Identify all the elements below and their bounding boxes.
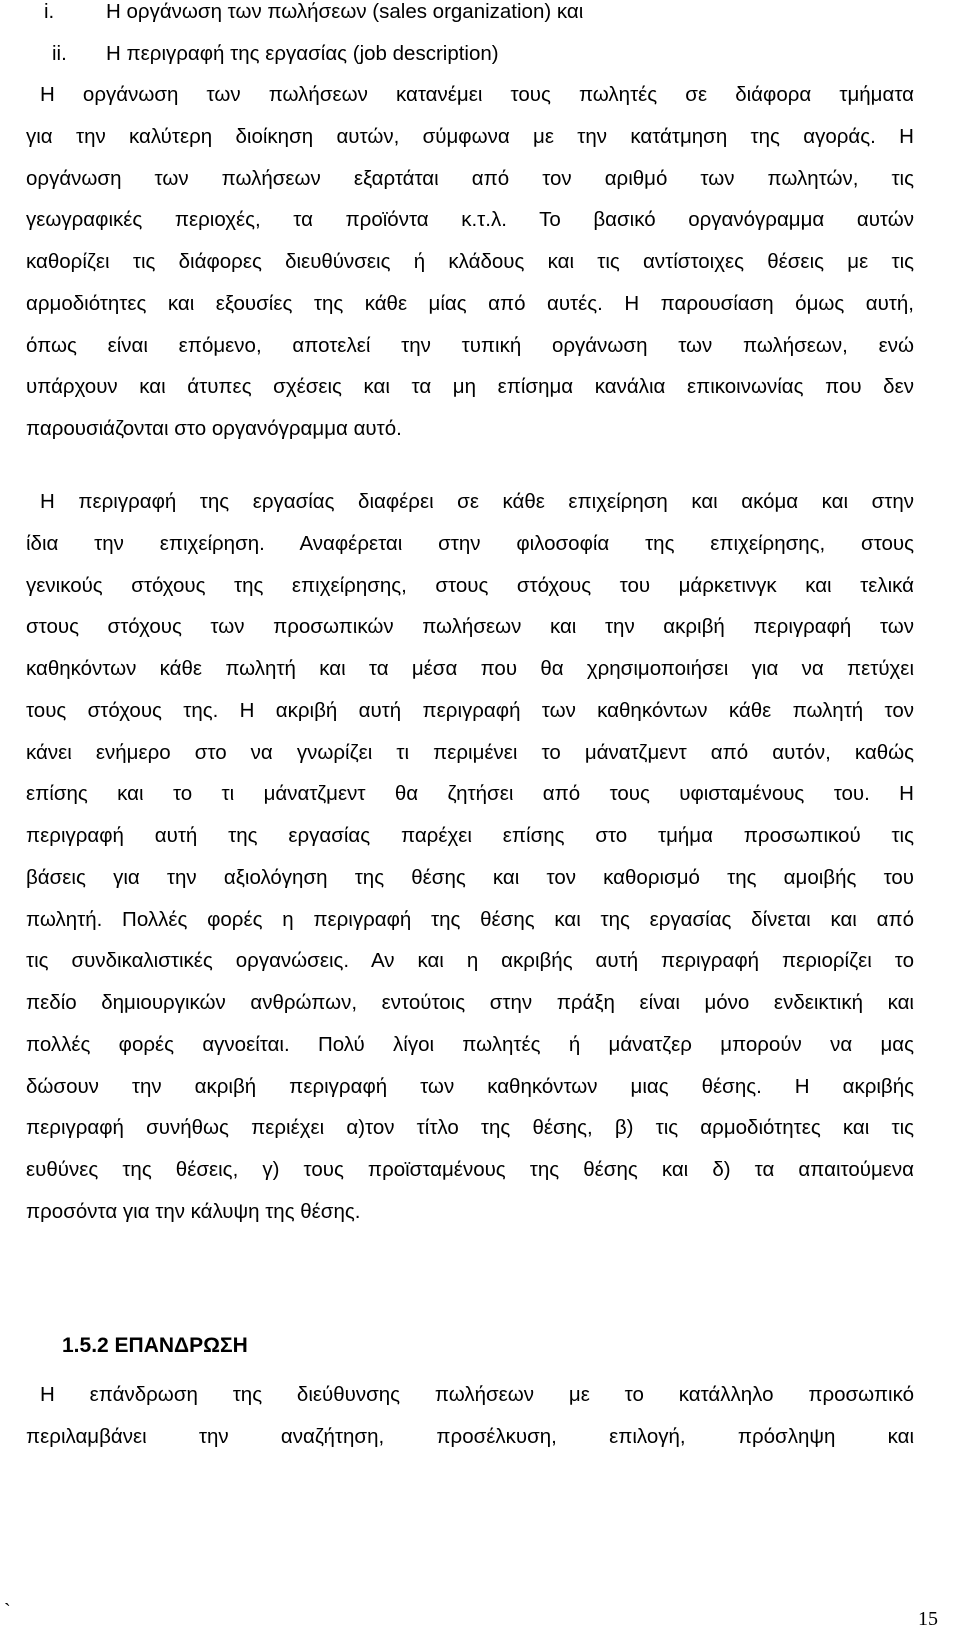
text-line: παρουσιάζονται στο οργανόγραμμα αυτό.	[26, 417, 402, 440]
list-item-text: Η οργάνωση των πωλήσεων (sales organization) και	[106, 0, 584, 23]
text-line: γεωγραφικές περιοχές, τα προϊόντα κ.τ.λ. Το βασικό οργανόγραμμα αυτών	[26, 208, 914, 232]
text-line: για την καλύτερη διοίκηση αυτών, σύμφωνα με την κατάτμηση της αγοράς. Η	[26, 124, 914, 148]
footer-mark: `	[4, 1600, 11, 1622]
section-heading: 1.5.2 ΕΠΑΝΔΡΩΣΗ	[62, 1334, 248, 1357]
text-line: καθορίζει τις διάφορες διευθύνσεις ή κλάδους και τις αντίστοιχες θέσεις με τις	[26, 250, 914, 273]
text-line: πωλητή. Πολλές φορές η περιγραφή της θέσης και της εργασίας δίνεται και από	[26, 907, 914, 931]
text-line: τους στόχους της. Η ακριβή αυτή περιγραφή των καθηκόντων κάθε πωλητή τον	[26, 698, 914, 722]
text-line: καθηκόντων κάθε πωλητή και τα μέσα που θα χρησιμοποιήσει για να πετύχει	[26, 657, 914, 680]
list-item	[44, 42, 744, 66]
text-line: δώσουν την ακριβή περιγραφή των καθηκόντων μιας θέσης. Η ακριβής	[26, 1074, 914, 1098]
text-line: γενικούς στόχους της επιχείρησης, στους στόχους του μάρκετινγκ και τελικά	[26, 573, 914, 597]
text-line: τις συνδικαλιστικές οργανώσεις. Αν και η ακριβής αυτή περιγραφή περιορίζει το	[26, 949, 914, 973]
text-line: προσόντα για την κάλυψη της θέσης.	[26, 1199, 361, 1223]
list-item-text: Η περιγραφή της εργασίας (job description)	[106, 42, 499, 65]
text-line: ευθύνες της θέσεις, γ) τους προϊσταμένους της θέσης και δ) τα απαιτούμενα	[26, 1158, 914, 1181]
text-line: περιγραφή αυτή της εργασίας παρέχει επίσης στο τμήμα προσωπικού τις	[26, 824, 914, 847]
paragraph-sales-organization	[26, 74, 914, 450]
list-marker: ii.	[52, 42, 67, 65]
paragraph-staffing	[26, 1374, 914, 1458]
page-number: 15	[918, 1608, 938, 1630]
text-line: πολλές φορές αγνοείται. Πολύ λίγοι πωλητές ή μάνατζερ μπορούν να μας	[26, 1032, 914, 1056]
text-line: κάνει ενήμερο στο να γνωρίζει τι περιμένει το μάνατζμεντ από αυτόν, καθώς	[26, 740, 914, 764]
text-line: όπως είναι επόμενο, αποτελεί την τυπική οργάνωση των πωλήσεων, ενώ	[26, 333, 914, 357]
text-line: αρμοδιότητες και εξουσίες της κάθε μίας από αυτές. Η παρουσίαση όμως αυτή,	[26, 291, 914, 315]
text-line: Η οργάνωση των πωλήσεων κατανέμει τους πωλητές σε διάφορα τμήματα	[40, 83, 914, 106]
text-line: βάσεις για την αξιολόγηση της θέσης και τον καθορισμό της αμοιβής του	[26, 865, 914, 889]
text-line: Η επάνδρωση της διεύθυνσης πωλήσεων με το κατάλληλο προσωπικό	[40, 1383, 914, 1406]
text-line: οργάνωση των πωλήσεων εξαρτάται από τον αριθμό των πωλητών, τις	[26, 166, 914, 190]
list-marker: i.	[44, 0, 55, 23]
text-line: υπάρχουν και άτυπες σχέσεις και τα μη επίσημα κανάλια επικοινωνίας που δεν	[26, 375, 914, 399]
text-line: ίδια την επιχείρηση. Αναφέρεται στην φιλοσοφία της επιχείρησης, στους	[26, 531, 914, 555]
text-line: στους στόχους των προσωπικών πωλήσεων και την ακριβή περιγραφή των	[26, 615, 914, 639]
text-line: Η περιγραφή της εργασίας διαφέρει σε κάθε επιχείρηση και ακόμα και στην	[40, 490, 914, 513]
text-line: πεδίο δημιουργικών ανθρώπων, εντούτοις στην πράξη είναι μόνο ενδεικτική και	[26, 991, 914, 1014]
text-line: περιγραφή συνήθως περιέχει α)τον τίτλο της θέσης, β) τις αρμοδιότητες και τις	[26, 1116, 914, 1140]
text-line: περιλαμβάνει την αναζήτηση, προσέλκυση, επιλογή, πρόσληψη και	[26, 1424, 914, 1448]
list-item	[44, 0, 744, 24]
paragraph-job-description	[26, 481, 914, 1233]
text-line: επίσης και το τι μάνατζμεντ θα ζητήσει από τους υφισταμένους του. Η	[26, 782, 914, 806]
